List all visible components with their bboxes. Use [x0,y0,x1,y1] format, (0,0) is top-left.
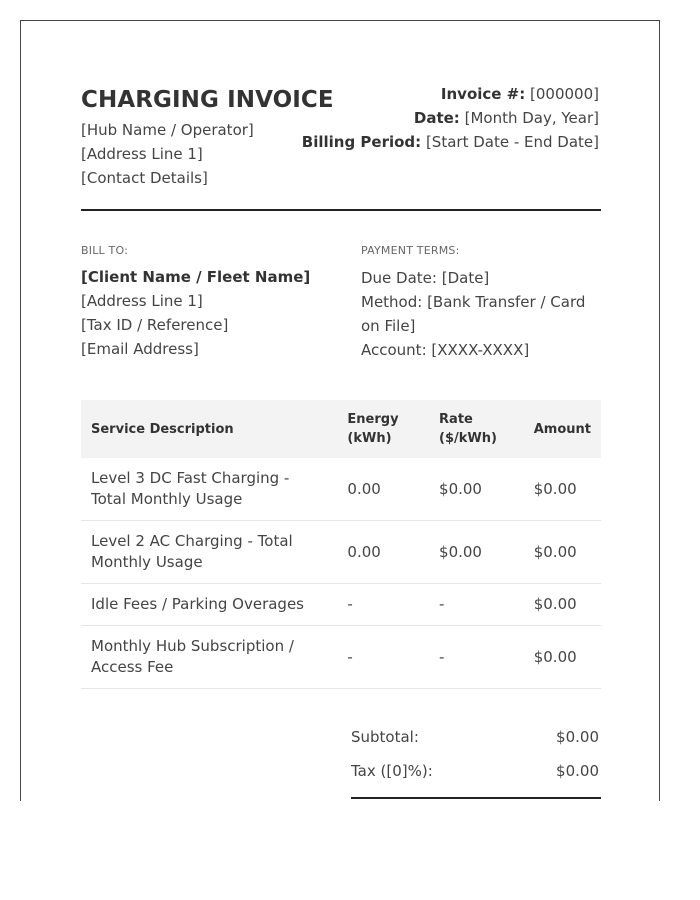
header-amount: Amount [524,400,601,458]
table-row [81,626,601,689]
payment-terms-block [361,266,606,362]
bill-to-label: BILL TO: [81,244,129,257]
invoice-number-value: [000000] [530,85,599,103]
row-amount: $0.00 [524,626,601,689]
header-energy: Energy (kWh) [337,400,429,458]
tax-value: $0.00 [556,762,599,780]
table-header-row [81,400,601,458]
row-energy: 0.00 [337,521,429,584]
billing-period-label: Billing Period: [301,133,422,151]
client-tax-id: [Tax ID / Reference] [81,316,229,334]
invoice-date-value: [Month Day, Year] [464,109,599,127]
header-service-description: Service Description [81,400,337,458]
billing-period-value: [Start Date - End Date] [425,133,599,151]
row-rate: $0.00 [429,458,524,521]
invoice-title: CHARGING INVOICE [81,87,334,113]
row-energy: - [337,626,429,689]
table-row [81,521,601,584]
hub-name: [Hub Name / Operator] [81,121,254,139]
payment-terms-label: PAYMENT TERMS: [361,244,460,257]
row-amount: $0.00 [524,584,601,626]
invoice-date [414,109,599,127]
subtotal-label: Subtotal: [351,728,419,746]
table-row [81,458,601,521]
invoice-number-label: Invoice #: [440,85,526,103]
due-date: Due Date: [Date] [361,269,490,287]
payment-method: Method: [Bank Transfer / Card on File] [361,293,586,335]
row-description: Level 3 DC Fast Charging - Total Monthly Usage [81,458,337,521]
row-rate: - [429,626,524,689]
client-address: [Address Line 1] [81,292,203,310]
row-description: Idle Fees / Parking Overages [81,584,337,626]
account-number: Account: [XXXX-XXXX] [361,341,530,359]
row-amount: $0.00 [524,458,601,521]
row-rate: $0.00 [429,521,524,584]
row-description: Monthly Hub Subscription / Access Fee [81,626,337,689]
row-description: Level 2 AC Charging - Total Monthly Usage [81,521,337,584]
invoice-number [441,85,599,103]
row-energy: 0.00 [337,458,429,521]
billing-period [302,133,599,151]
row-amount: $0.00 [524,521,601,584]
invoice-date-label: Date: [413,109,460,127]
totals-divider [351,797,601,799]
hub-contact: [Contact Details] [81,169,208,187]
table-row [81,584,601,626]
client-email: [Email Address] [81,340,199,358]
row-energy: - [337,584,429,626]
tax-label: Tax ([0]%): [351,762,433,780]
row-rate: - [429,584,524,626]
hub-address: [Address Line 1] [81,145,203,163]
subtotal-value: $0.00 [556,728,599,746]
client-name: [Client Name / Fleet Name] [81,268,311,286]
header-divider [81,209,601,211]
invoice-sheet [20,20,660,801]
header-rate: Rate ($/kWh) [429,400,524,458]
line-items-table [81,400,601,689]
